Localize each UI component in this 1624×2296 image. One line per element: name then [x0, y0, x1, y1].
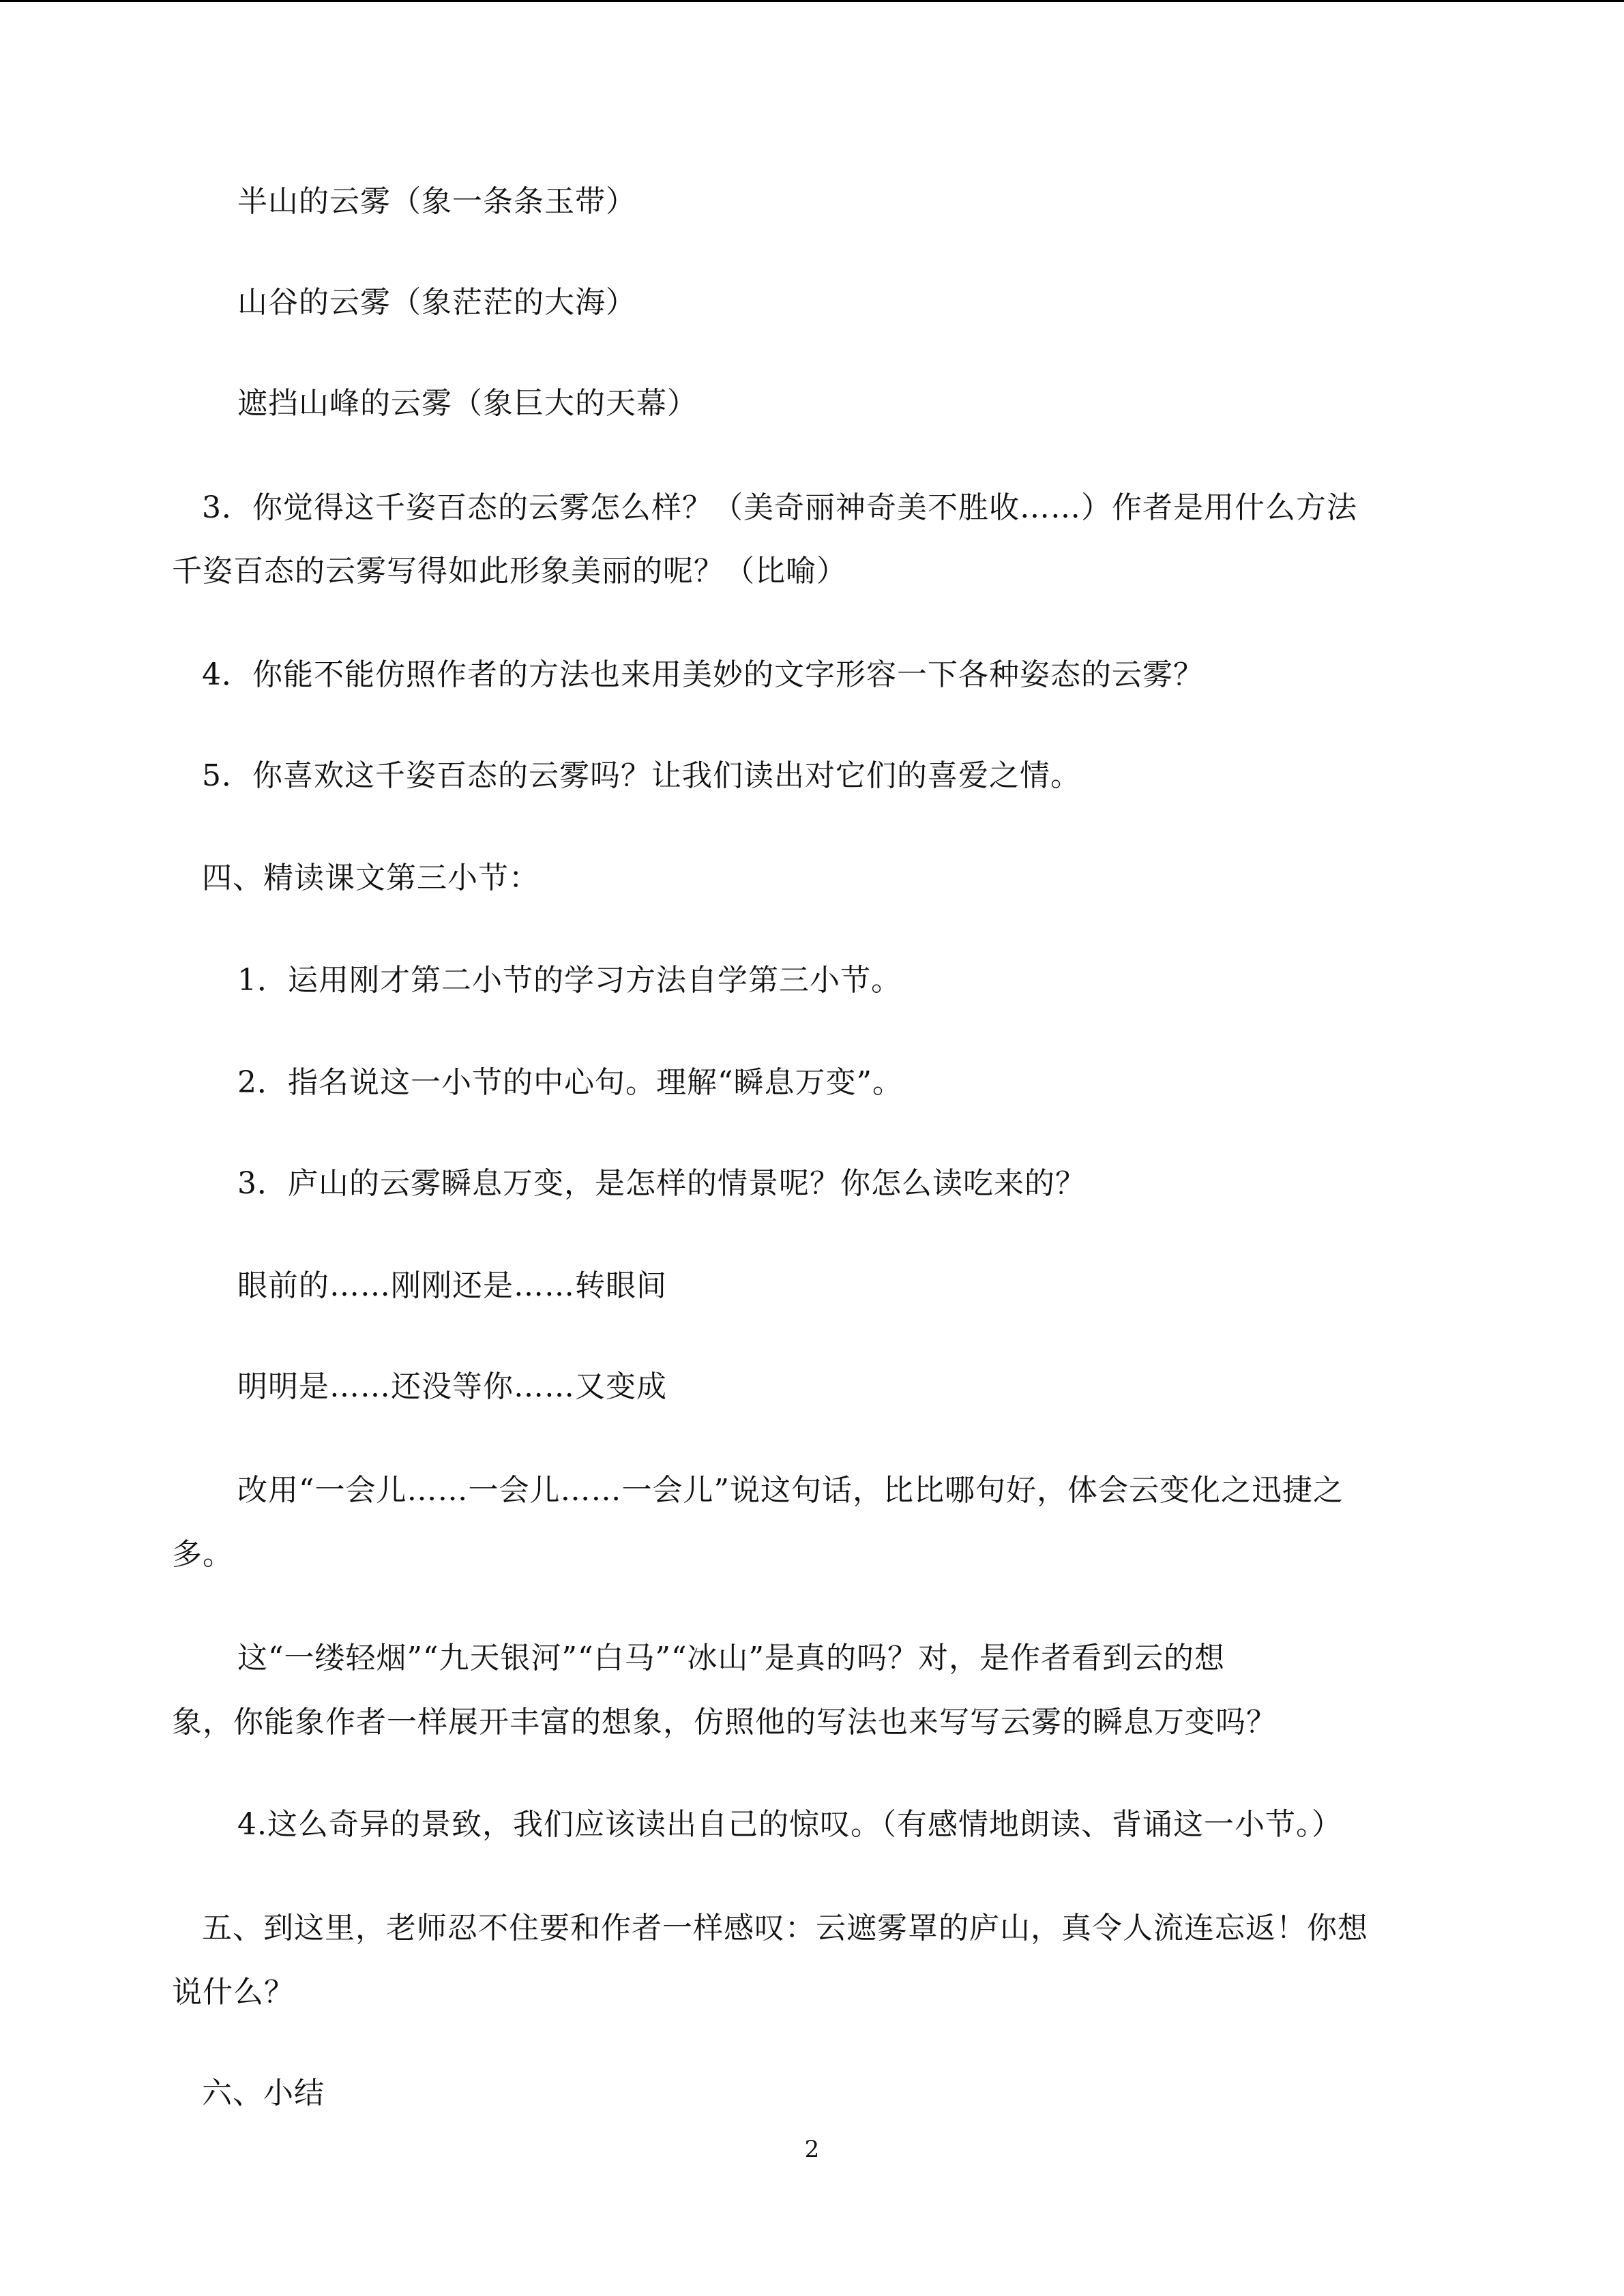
text-line: 1．运用刚才第二小节的学习方法自学第三小节。	[237, 963, 902, 998]
section-heading: 六、小结	[202, 2076, 325, 2111]
text-line: 改用“一会儿……一会儿……一会儿”说这句话，比比哪句好，体会云变化之迅捷之	[237, 1473, 1344, 1508]
text-line: 半山的云雾（象一条条玉带）	[237, 184, 636, 219]
top-border-rule	[0, 0, 1624, 2]
text-line: 5．你喜欢这千姿百态的云雾吗？让我们读出对它们的喜爱之情。	[202, 758, 1081, 793]
text-line: 说什么？	[172, 1975, 295, 2010]
text-line: 4．你能不能仿照作者的方法也来用美妙的文字形容一下各种姿态的云雾？	[202, 657, 1204, 692]
text-line: 眼前的……刚刚还是……转眼间	[237, 1268, 667, 1303]
section-heading: 四、精读课文第三小节：	[202, 861, 540, 895]
text-line: 山谷的云雾（象茫茫的大海）	[237, 285, 636, 320]
text-line: 千姿百态的云雾写得如此形象美丽的呢？（比喻）	[172, 554, 847, 588]
text-line: 这“一缕轻烟”“九天银河”“白马”“冰山”是真的吗？对，是作者看到云的想	[237, 1641, 1225, 1675]
text-line: 4.这么奇异的景致，我们应该读出自己的惊叹。（有感情地朗读、背诵这一小节。）	[237, 1807, 1342, 1842]
section-heading: 五、到这里，老师忍不住要和作者一样感叹：云遮雾罩的庐山，真令人流连忘返！你想	[202, 1911, 1368, 1945]
page-number: 2	[804, 2136, 820, 2163]
text-line: 遮挡山峰的云雾（象巨大的天幕）	[237, 386, 698, 421]
text-line: 多。	[172, 1537, 233, 1572]
text-line: 3．庐山的云雾瞬息万变，是怎样的情景呢？你怎么读吃来的？	[237, 1166, 1086, 1201]
text-line: 2．指名说这一小节的中心句。理解“瞬息万变”。	[237, 1065, 903, 1100]
text-line: 明明是……还没等你……又变成	[237, 1369, 667, 1404]
text-line: 3．你觉得这千姿百态的云雾怎么样？（美奇丽神奇美不胜收……）作者是用什么方法	[202, 490, 1357, 525]
text-line: 象，你能象作者一样展开丰富的想象，仿照他的写法也来写写云雾的瞬息万变吗？	[172, 1705, 1277, 1740]
